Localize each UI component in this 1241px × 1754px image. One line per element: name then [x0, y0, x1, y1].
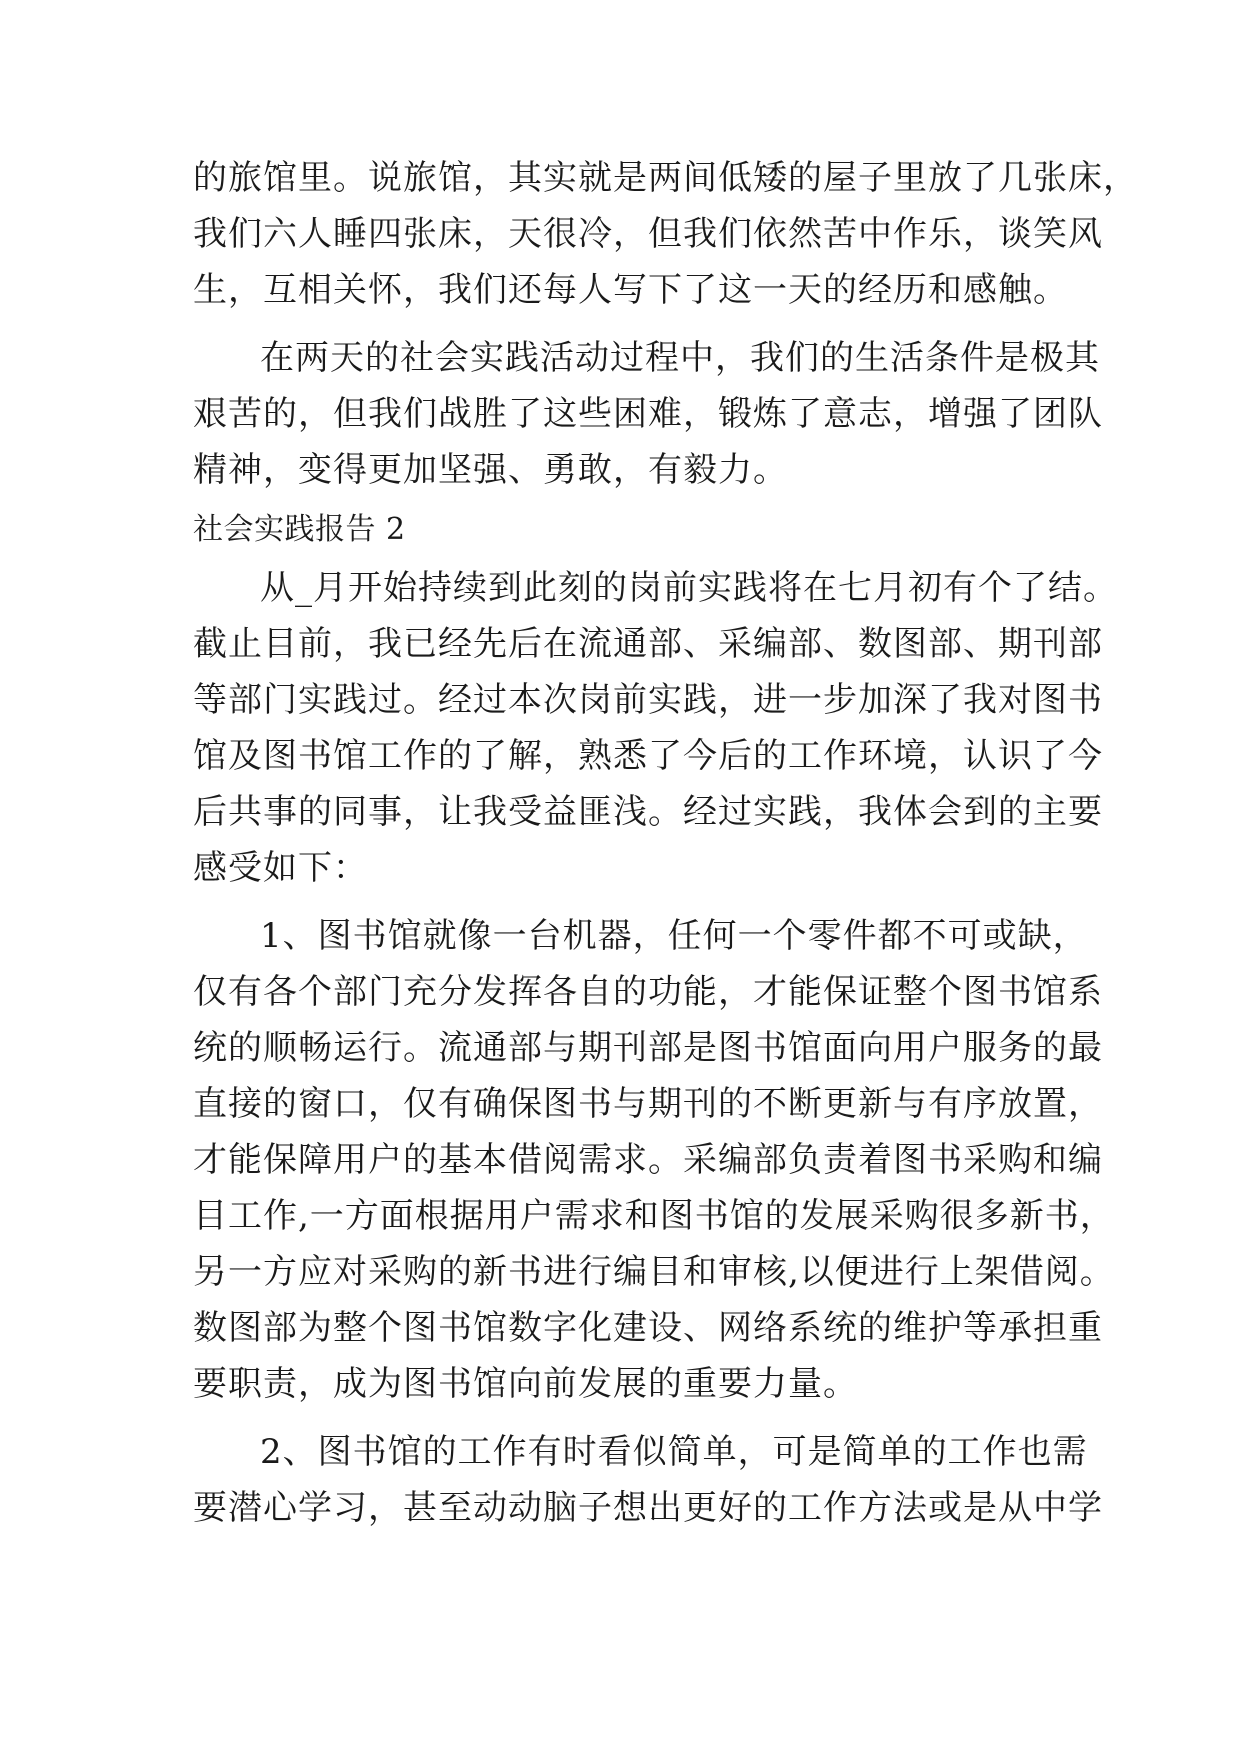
text-line: 统的顺畅运行。流通部与期刊部是图书馆面向用户服务的最 — [193, 1028, 1103, 1068]
text-line: 另一方应对采购的新书进行编目和审核,以便进行上架借阅。 — [193, 1252, 1115, 1292]
text-line: 从_月开始持续到此刻的岗前实践将在七月初有个了结。 — [260, 568, 1118, 608]
text-line: 截止目前，我已经先后在流通部、采编部、数图部、期刊部 — [193, 624, 1103, 664]
text-line: 生，互相关怀，我们还每人写下了这一天的经历和感触。 — [193, 270, 1068, 310]
text-line: 等部门实践过。经过本次岗前实践，进一步加深了我对图书 — [193, 680, 1103, 720]
text-line: 目工作,一方面根据用户需求和图书馆的发展采购很多新书， — [193, 1196, 1115, 1236]
text-line: 在两天的社会实践活动过程中，我们的生活条件是极其 — [260, 338, 1100, 378]
text-line: 馆及图书馆工作的了解，熟悉了今后的工作环境，认识了今 — [193, 736, 1103, 776]
text-line: 要职责，成为图书馆向前发展的重要力量。 — [193, 1364, 858, 1404]
text-line: 感受如下： — [193, 848, 368, 888]
text-line: 后共事的同事，让我受益匪浅。经过实践，我体会到的主要 — [193, 792, 1103, 832]
text-line: 2、图书馆的工作有时看似简单，可是简单的工作也需 — [260, 1432, 1088, 1472]
text-line: 我们六人睡四张床，天很冷，但我们依然苦中作乐，谈笑风 — [193, 214, 1103, 254]
text-line: 艰苦的，但我们战胜了这些困难，锻炼了意志，增强了团队 — [193, 394, 1103, 434]
text-line: 仅有各个部门充分发挥各自的功能，才能保证整个图书馆系 — [193, 972, 1103, 1012]
text-line: 1、图书馆就像一台机器，任何一个零件都不可或缺， — [260, 916, 1088, 956]
text-line: 精神，变得更加坚强、勇敢，有毅力。 — [193, 450, 788, 490]
section-heading: 社会实践报告 2 — [193, 512, 406, 547]
text-line: 才能保障用户的基本借阅需求。采编部负责着图书采购和编 — [193, 1140, 1103, 1180]
text-line: 数图部为整个图书馆数字化建设、网络系统的维护等承担重 — [193, 1308, 1103, 1348]
text-line: 要潜心学习，甚至动动脑子想出更好的工作方法或是从中学 — [193, 1488, 1103, 1528]
text-line: 的旅馆里。说旅馆，其实就是两间低矮的屋子里放了几张床， — [193, 158, 1138, 198]
text-line: 直接的窗口，仅有确保图书与期刊的不断更新与有序放置， — [193, 1084, 1103, 1124]
